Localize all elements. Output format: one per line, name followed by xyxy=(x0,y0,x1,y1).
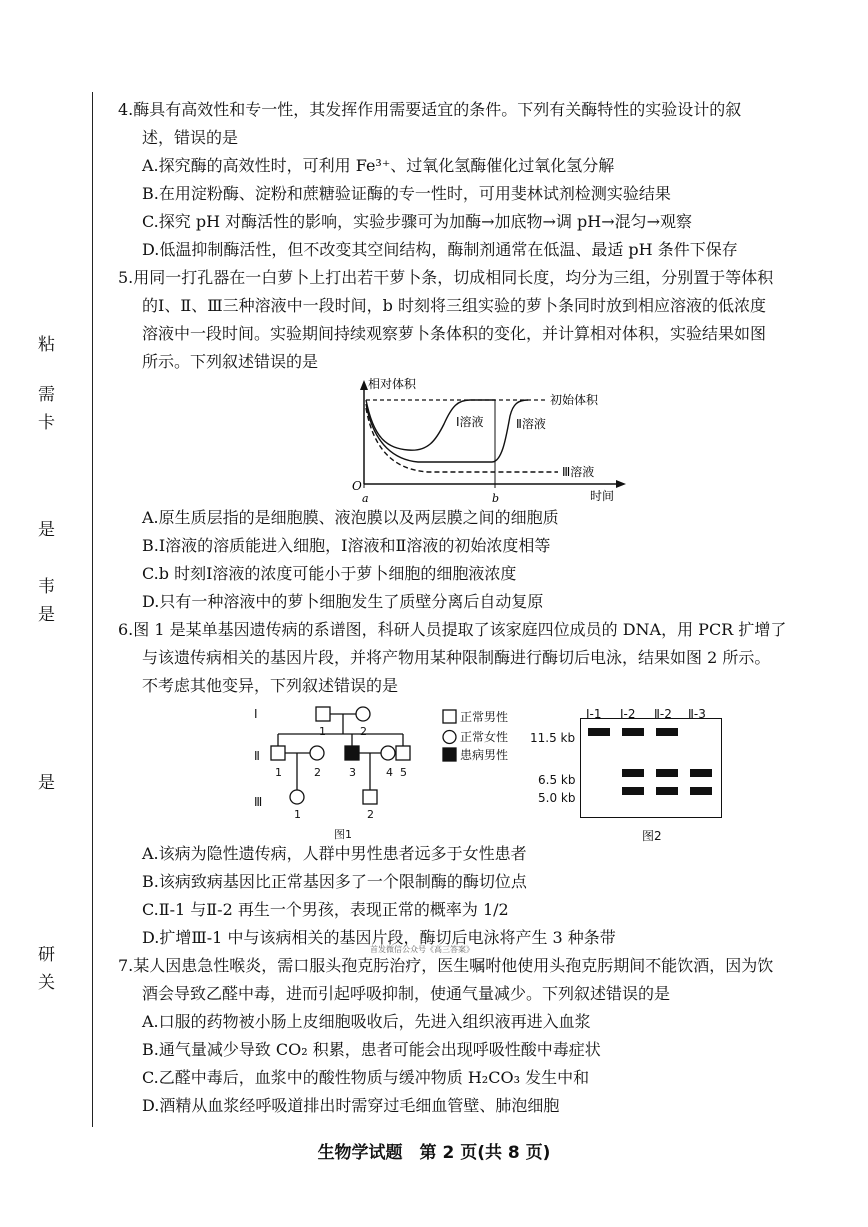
option-b: B.通气量减少导致 CO₂ 积累，患者可能会出现呼吸性酸中毒症状 xyxy=(142,1040,601,1059)
legend-female-label: 正常女性 xyxy=(460,730,509,744)
pedigree-chart xyxy=(118,700,538,840)
question-stem: 的Ⅰ、Ⅱ、Ⅲ三种溶液中一段时间，b 时刻将三组实验的萝卜条同时放到相应溶液的低浓度 xyxy=(142,296,766,315)
figure-1-caption: 图1 xyxy=(334,828,352,840)
tick-a-label: a xyxy=(362,492,369,504)
lane-label: Ⅱ-2 xyxy=(654,707,672,721)
figure-2-caption: 图2 xyxy=(642,829,662,843)
gel-band xyxy=(588,728,610,736)
margin-char: 关 xyxy=(38,973,55,993)
gel-band xyxy=(690,769,712,777)
question-stem: 5.用同一打孔器在一白萝卜上打出若干萝卜条，切成相同长度，均分为三组，分别置于等体积 xyxy=(118,268,774,287)
question-stem: 不考虑其他变异，下列叙述错误的是 xyxy=(142,676,399,695)
legend-female-symbol xyxy=(443,731,456,744)
question-content xyxy=(118,96,830,1120)
pedigree-number: 2 xyxy=(360,725,367,738)
gel-band xyxy=(622,787,644,795)
generation-label: Ⅱ xyxy=(254,749,260,763)
gel-figure xyxy=(530,700,734,843)
margin-char: 是 xyxy=(38,773,55,793)
curve-1-label: Ⅰ溶液 xyxy=(456,415,484,429)
gel-band xyxy=(656,769,678,777)
legend-male-label: 正常男性 xyxy=(460,710,509,724)
option-a: A.该病为隐性遗传病，人群中男性患者远多于女性患者 xyxy=(142,844,527,863)
curve-3-label: Ⅲ溶液 xyxy=(562,465,595,479)
question-stem: 酒会导致乙醛中毒，进而引起呼吸抑制，使通气量减少。下列叙述错误的是 xyxy=(142,984,671,1003)
question-stem: 述，错误的是 xyxy=(142,128,239,147)
margin-char: 需 xyxy=(38,385,55,405)
pedigree-ii3 xyxy=(345,746,359,760)
pedigree-iii2 xyxy=(363,790,377,804)
tick-b-label: b xyxy=(492,492,500,504)
lane-label: Ⅰ-2 xyxy=(620,707,636,721)
question-stem: 与该遗传病相关的基因片段，并将产物用某种限制酶进行酶切后电泳，结果如图 2 所示。 xyxy=(142,648,771,667)
margin-char: 卡 xyxy=(38,413,55,433)
question-5 xyxy=(118,264,830,616)
gel-band xyxy=(622,728,644,736)
legend-affected-label: 患病男性 xyxy=(460,748,509,762)
pedigree-number: 5 xyxy=(400,766,407,779)
question-stem: 所示。下列叙述错误的是 xyxy=(142,352,319,371)
origin-label: O xyxy=(352,479,362,493)
pedigree-number: 2 xyxy=(367,808,374,821)
figure-6 xyxy=(118,700,830,843)
gel-band xyxy=(690,787,712,795)
margin-char: 是 xyxy=(38,520,55,540)
question-6 xyxy=(118,616,830,952)
page-footer: 生物学试题 第 2 页(共 8 页) xyxy=(317,1143,551,1163)
watermark-text: 首发微信公众号《高三答案》 xyxy=(370,945,474,954)
option-a: A.探究酶的高效性时，可利用 Fe³⁺、过氧化氢酶催化过氧化氢分解 xyxy=(142,156,615,175)
option-d: D.低温抑制酶活性，但不改变其空间结构，酶制剂通常在低温、最适 pH 条件下保存 xyxy=(142,240,738,259)
margin-char: 韦 xyxy=(38,577,55,597)
pedigree-ii5 xyxy=(396,746,410,760)
option-c: C.b 时刻Ⅰ溶液的浓度可能小于萝卜细胞的细胞液浓度 xyxy=(142,564,517,583)
option-d: D.酒精从血浆经呼吸道排出时需穿过毛细血管壁、肺泡细胞 xyxy=(142,1096,560,1115)
pedigree-ii1 xyxy=(271,746,285,760)
pedigree-number: 3 xyxy=(349,766,356,779)
pedigree-number: 1 xyxy=(294,808,301,821)
question-stem: 4.酶具有高效性和专一性，其发挥作用需要适宜的条件。下列有关酶特性的实验设计的叙 xyxy=(118,100,742,119)
gel-band xyxy=(656,787,678,795)
option-c: C.乙醛中毒后，血浆中的酸性物质与缓冲物质 H₂CO₃ 发生中和 xyxy=(142,1068,590,1087)
pedigree-number: 2 xyxy=(314,766,321,779)
margin-char: 研 xyxy=(38,945,55,965)
pedigree-i2 xyxy=(356,707,370,721)
option-a: A.口服的药物被小肠上皮细胞吸收后，先进入组织液再进入血浆 xyxy=(142,1012,591,1031)
gel-band xyxy=(622,769,644,777)
pedigree-number: 4 xyxy=(386,766,393,779)
lane-label: Ⅱ-3 xyxy=(688,707,706,721)
option-d: D.扩增Ⅲ-1 中与该病相关的基因片段，酶切后电泳将产生 3 种条带 xyxy=(142,928,616,947)
option-c: C.Ⅱ-1 与Ⅱ-2 再生一个男孩，表现正常的概率为 1/2 xyxy=(142,900,509,919)
question-7 xyxy=(118,952,830,1120)
option-b: B.Ⅰ溶液的溶质能进入细胞，Ⅰ溶液和Ⅱ溶液的初始浓度相等 xyxy=(142,536,551,555)
curve-solution-2 xyxy=(366,400,528,462)
margin-char: 是 xyxy=(38,605,55,625)
question-stem: 溶液中一段时间。实验期间持续观察萝卜条体积的变化，并计算相对体积，实验结果如图 xyxy=(142,324,767,343)
option-d: D.只有一种溶液中的萝卜细胞发生了质壁分离后自动复原 xyxy=(142,592,544,611)
margin-char: 粘 xyxy=(38,335,55,355)
legend-male-symbol xyxy=(443,710,456,723)
pedigree-number: 1 xyxy=(319,725,326,738)
volume-graph xyxy=(118,376,830,504)
band-size-label: 6.5 kb xyxy=(538,773,576,787)
band-size-label: 5.0 kb xyxy=(538,791,576,805)
pedigree-ii4 xyxy=(381,746,395,760)
initial-volume-label: 初始体积 xyxy=(550,393,599,407)
pedigree-ii2 xyxy=(310,746,324,760)
option-b: B.该病致病基因比正常基因多了一个限制酶的酶切位点 xyxy=(142,872,527,891)
band-size-label: 11.5 kb xyxy=(530,731,576,745)
volume-graph-figure xyxy=(118,376,830,504)
option-c: C.探究 pH 对酶活性的影响，实验步骤可为加酶→加底物→调 pH→混匀→观察 xyxy=(142,212,693,231)
x-axis-arrow xyxy=(616,480,626,488)
lane-label: Ⅰ-1 xyxy=(586,707,602,721)
question-stem: 6.图 1 是某单基因遗传病的系谱图，科研人员提取了该家庭四位成员的 DNA，用 PCR 扩增了 xyxy=(118,620,787,639)
curve-2-label: Ⅱ溶液 xyxy=(516,417,546,431)
margin-line xyxy=(92,92,93,1127)
gel-band xyxy=(656,728,678,736)
pedigree-i1 xyxy=(316,707,330,721)
generation-label: Ⅰ xyxy=(254,707,258,721)
option-a: A.原生质层指的是细胞膜、液泡膜以及两层膜之间的细胞质 xyxy=(142,508,559,527)
question-4 xyxy=(118,96,830,264)
option-b: B.在用淀粉酶、淀粉和蔗糖验证酶的专一性时，可用斐林试剂检测实验结果 xyxy=(142,184,671,203)
legend-affected-symbol xyxy=(443,748,456,761)
pedigree-number: 1 xyxy=(275,766,282,779)
y-axis-arrow xyxy=(360,380,368,390)
question-stem: 7.某人因患急性喉炎，需口服头孢克肟治疗，医生嘱咐他使用头孢克肟期间不能饮酒，因为饮 xyxy=(118,956,774,975)
y-axis-label: 相对体积 xyxy=(368,377,417,391)
x-axis-label: 时间 xyxy=(590,489,615,503)
pedigree-iii1 xyxy=(290,790,304,804)
generation-label: Ⅲ xyxy=(254,795,263,809)
